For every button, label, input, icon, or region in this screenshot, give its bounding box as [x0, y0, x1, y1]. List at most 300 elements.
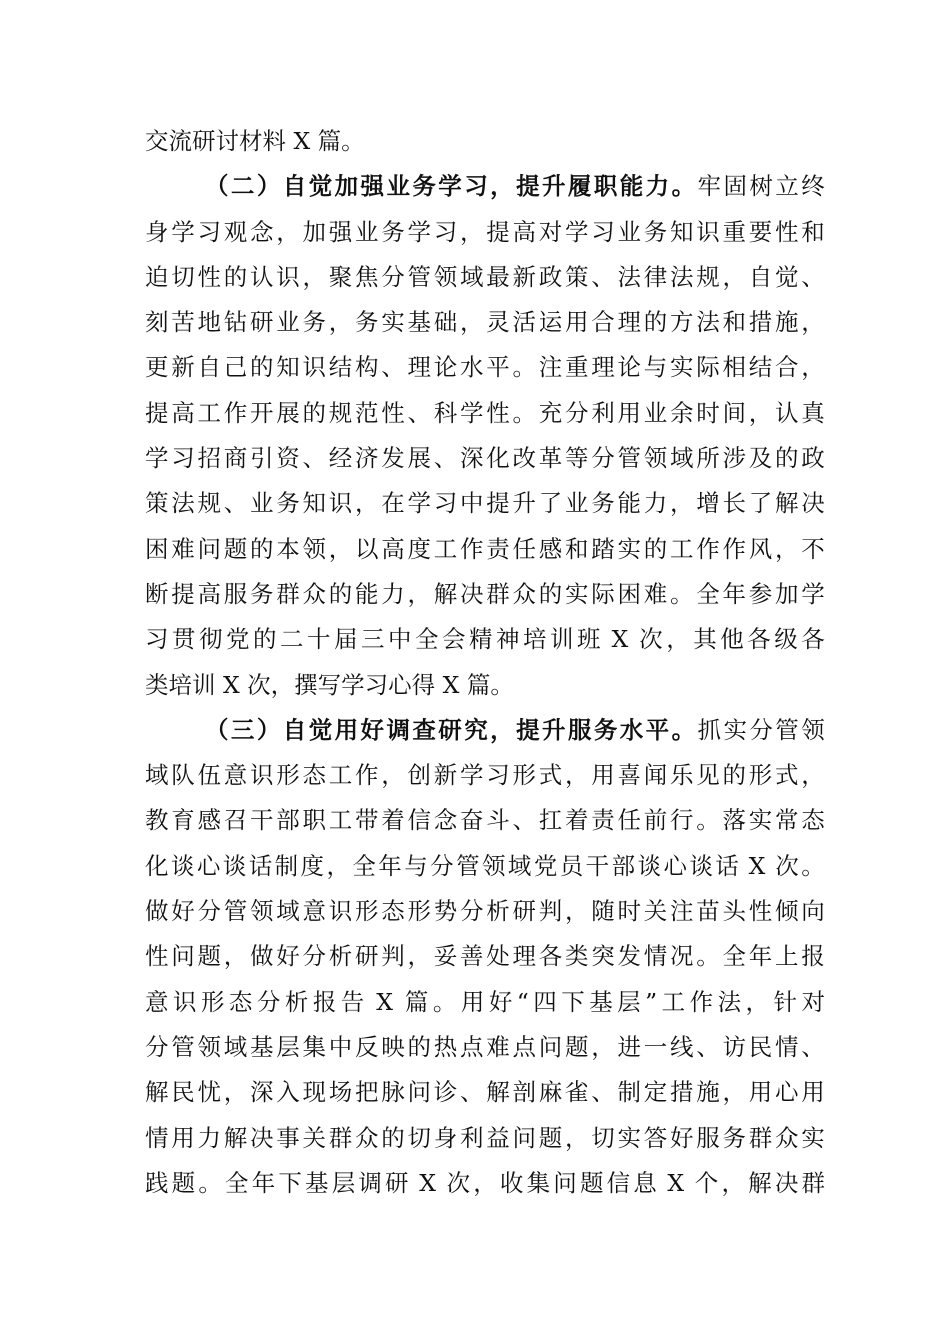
body-char: 、	[433, 444, 458, 473]
heading-char: 升	[541, 172, 566, 201]
heading-char: 提	[516, 715, 540, 744]
body-char: 进	[617, 1032, 641, 1061]
body-char: 措	[670, 1078, 694, 1107]
body-char: 会	[442, 625, 466, 654]
body-char: ，	[748, 398, 773, 427]
body-char: 、	[591, 1078, 615, 1107]
body-char: 年	[378, 851, 402, 880]
body-char: 教	[145, 806, 169, 835]
body-char: 调	[358, 1168, 382, 1197]
body-char: 用	[617, 398, 641, 427]
body-char: 告	[340, 987, 365, 1016]
body-char: 其	[693, 625, 717, 654]
body-char: 务	[276, 489, 300, 518]
body-char: 心	[196, 851, 221, 880]
body-char: 解	[748, 1168, 772, 1197]
paragraph-line	[145, 255, 825, 300]
body-char: 新	[171, 353, 195, 382]
body-char: 况	[670, 942, 694, 971]
body-char: 党	[226, 625, 250, 654]
body-char: 群	[328, 1123, 353, 1152]
body-char: 切	[171, 262, 195, 291]
body-char: 的	[643, 534, 668, 563]
body-char: 下	[561, 987, 585, 1016]
body-char: 式	[538, 761, 563, 790]
body-char: 施	[696, 1078, 720, 1107]
body-char: 高	[512, 217, 536, 246]
body-char: 难	[486, 1032, 510, 1061]
body-char: 分	[591, 444, 615, 473]
body-char: 扛	[538, 806, 563, 835]
body-char: 力	[381, 579, 405, 608]
body-char: 势	[433, 897, 458, 926]
body-char: 见	[696, 761, 720, 790]
body-char: 灵	[486, 308, 510, 337]
body-char: 作	[689, 987, 714, 1016]
body-char: 钻	[223, 308, 248, 337]
body-char: 终	[801, 172, 825, 201]
body-char: 新	[512, 262, 536, 291]
body-char: 贯	[172, 625, 196, 654]
body-char: 策	[565, 262, 589, 291]
body-char: 域	[670, 444, 694, 473]
body-char: 域	[507, 851, 532, 880]
body-char: 喜	[617, 761, 641, 790]
body-char: 以	[355, 534, 379, 563]
body-char: 行	[670, 806, 694, 835]
body-char: 业	[643, 398, 668, 427]
body-char: ，	[722, 1078, 746, 1107]
body-char: 己	[223, 353, 248, 382]
paragraph-line	[145, 210, 825, 255]
body-char: 题	[538, 1123, 563, 1152]
paragraph-line	[145, 980, 825, 1025]
body-char: 群	[276, 579, 300, 608]
body-char: 提	[145, 398, 169, 427]
body-char: 平	[486, 353, 510, 382]
body-char: ，	[328, 534, 353, 563]
body-char: 题	[565, 1032, 589, 1061]
body-char: 切	[591, 1123, 615, 1152]
body-char: 务	[722, 1123, 746, 1152]
body-char: 各	[801, 625, 825, 654]
body-char: 、	[512, 806, 536, 835]
body-char: 态	[801, 806, 825, 835]
body-char: 展	[276, 398, 300, 427]
heading-char: 提	[516, 172, 540, 201]
body-char: 研	[512, 897, 536, 926]
body-char: 。	[512, 353, 536, 382]
body-char: 的	[328, 579, 353, 608]
body-char: 业	[276, 308, 300, 337]
body-char: 届	[334, 625, 358, 654]
body-char: 意	[145, 987, 169, 1016]
body-char: 真	[801, 398, 825, 427]
body-char: 分	[197, 897, 221, 926]
body-char: 服	[223, 579, 248, 608]
body-char: 、	[801, 262, 825, 291]
body-char: 业	[355, 217, 379, 246]
body-char: 话	[248, 851, 273, 880]
body-char: 难	[643, 579, 668, 608]
body-char: ，	[745, 987, 770, 1016]
body-char: 自	[748, 262, 773, 291]
body-char: ，	[666, 625, 690, 654]
heading-char: 觉	[308, 172, 333, 201]
body-char: 的	[722, 761, 746, 790]
body-char: 意	[302, 897, 326, 926]
heading-char: 究	[464, 715, 488, 744]
body-char: 树	[749, 172, 773, 201]
paragraph-line	[145, 934, 825, 979]
body-char: 发	[381, 444, 405, 473]
body-char: 工	[433, 534, 458, 563]
body-char: 利	[460, 1123, 484, 1152]
body-char: ，	[801, 353, 825, 382]
body-char: 全	[352, 851, 376, 880]
body-char: 职	[302, 806, 326, 835]
body-char: 务	[250, 579, 274, 608]
body-char: 员	[559, 851, 584, 880]
body-char: 形	[276, 761, 300, 790]
body-char: 、	[407, 398, 431, 427]
heading-char: 自	[282, 715, 307, 744]
body-char: 施	[775, 308, 799, 337]
body-char: 针	[773, 987, 797, 1016]
body-char: 。	[801, 851, 825, 880]
body-char: 不	[801, 534, 825, 563]
body-char: 困	[617, 579, 641, 608]
body-char: 科	[433, 398, 458, 427]
body-char: 线	[670, 1032, 694, 1061]
body-char: 范	[355, 398, 379, 427]
body-char: 时	[696, 398, 720, 427]
body-char: 域	[460, 262, 484, 291]
body-char: 展	[407, 444, 431, 473]
body-char: 集	[302, 1032, 326, 1061]
body-char: 部	[611, 851, 636, 880]
body-char: 难	[171, 534, 195, 563]
body-char: 决	[250, 1123, 274, 1152]
body-char: 知	[670, 217, 694, 246]
body-char: 分	[381, 262, 405, 291]
body-char: 务	[591, 489, 615, 518]
body-char: 方	[670, 308, 694, 337]
body-char: 反	[355, 1032, 379, 1061]
body-char: 问	[407, 1078, 431, 1107]
body-char: ，	[722, 262, 746, 291]
body-char: 他	[720, 625, 744, 654]
body-char: 性	[197, 262, 221, 291]
body-char: 决	[460, 579, 484, 608]
body-char: 领	[250, 897, 274, 926]
body-char: 结	[328, 353, 353, 382]
body-char: 中	[388, 625, 412, 654]
body-char: 习	[171, 444, 195, 473]
body-char: 的	[407, 1032, 431, 1061]
body-char: 活	[512, 308, 536, 337]
body-char: 好	[670, 1123, 694, 1152]
body-char: 作	[460, 534, 484, 563]
body-char: 班	[577, 625, 601, 654]
body-char: 斗	[486, 806, 510, 835]
paragraph-line	[145, 663, 825, 708]
body-char: 益	[486, 1123, 510, 1152]
heading-char: 职	[593, 172, 618, 201]
heading-char: 调	[386, 715, 410, 744]
body-char: 篇	[397, 987, 429, 1016]
body-char: 。	[512, 398, 536, 427]
body-char: 分	[430, 851, 454, 880]
body-char: 合	[775, 353, 799, 382]
body-char: 规	[328, 398, 353, 427]
body-char: 带	[355, 806, 379, 835]
body-char: 信	[606, 1168, 631, 1197]
paragraph-line	[145, 1025, 825, 1070]
body-char: 剖	[512, 1078, 536, 1107]
body-char: 麻	[538, 1078, 563, 1107]
body-char: 热	[433, 1032, 458, 1061]
body-char: 做	[145, 897, 169, 926]
heading-char: （	[205, 715, 229, 744]
paragraph-line	[145, 481, 825, 526]
body-char: 务	[302, 308, 326, 337]
body-char: 深	[250, 1078, 274, 1107]
body-char: 处	[486, 942, 510, 971]
body-char: 法	[696, 308, 720, 337]
heading-char: 查	[412, 715, 436, 744]
body-char: 类	[565, 942, 589, 971]
body-char: 和	[801, 217, 825, 246]
heading-char: ，	[490, 172, 514, 201]
body-char: 聚	[328, 262, 353, 291]
body-char: 感	[538, 534, 563, 563]
body-char: 对	[538, 217, 563, 246]
body-char: 焦	[355, 262, 379, 291]
body-char: 干	[250, 806, 274, 835]
body-char: 情	[643, 942, 668, 971]
body-char: ”	[645, 987, 658, 1016]
body-char: 长	[722, 489, 746, 518]
body-char: 奋	[460, 806, 484, 835]
body-char: 时	[617, 897, 641, 926]
body-char: 新	[433, 761, 458, 790]
body-char: 。	[696, 942, 720, 971]
body-char: 中	[328, 1032, 353, 1061]
body-char: 集	[526, 1168, 551, 1197]
body-char: 措	[748, 308, 773, 337]
body-char: 管	[407, 262, 431, 291]
body-char: 业	[617, 217, 641, 246]
body-char: 性	[748, 897, 773, 926]
body-char: 改	[512, 444, 536, 473]
body-char: 迫	[145, 262, 169, 291]
body-char: 学	[407, 489, 431, 518]
body-char: 法	[670, 262, 694, 291]
body-char: 脉	[381, 1078, 405, 1107]
body-char: 责	[591, 806, 615, 835]
body-char: 性	[775, 217, 799, 246]
body-char: 与	[643, 353, 668, 382]
body-char: 基	[250, 1032, 274, 1061]
body-char: 工	[328, 761, 353, 790]
heading-char: 服	[567, 715, 592, 744]
body-char: 点	[460, 1032, 484, 1061]
body-char: 识	[276, 262, 300, 291]
body-char: 解	[486, 1078, 510, 1107]
body-char: 领	[481, 851, 506, 880]
body-char: 题	[579, 1168, 604, 1197]
body-char: 念	[433, 806, 458, 835]
body-char: 创	[407, 761, 431, 790]
body-char: 作	[355, 761, 379, 790]
body-char: 训	[550, 625, 574, 654]
body-char: 诊	[433, 1078, 458, 1107]
body-char: ，	[801, 308, 825, 337]
paragraph-line	[145, 1161, 825, 1206]
body-char: 升	[512, 489, 536, 518]
paragraph-line	[145, 527, 825, 572]
body-char: ，	[355, 489, 379, 518]
body-text: 交流研讨材料 X 篇。	[145, 127, 365, 155]
body-char: 闻	[643, 761, 668, 790]
body-char: 育	[171, 806, 195, 835]
body-char: 的	[250, 534, 274, 563]
body-char: 题	[223, 534, 248, 563]
body-char: 规	[696, 262, 720, 291]
body-char: 中	[460, 489, 484, 518]
body-char: 工	[670, 534, 694, 563]
body-char: 余	[670, 398, 694, 427]
paragraph-line	[145, 391, 825, 436]
heading-char: 能	[619, 172, 644, 201]
body-char: 事	[276, 1123, 300, 1152]
body-char: 实	[748, 806, 773, 835]
paragraph-line	[145, 889, 825, 934]
body-char: 发	[617, 942, 641, 971]
document-body	[145, 119, 825, 1206]
body-char: 彻	[199, 625, 223, 654]
body-char: 心	[663, 851, 687, 880]
body-char: 注	[670, 897, 694, 926]
body-char: 理	[591, 353, 615, 382]
body-char: 众	[775, 1123, 799, 1152]
body-char: 把	[355, 1078, 379, 1107]
body-char: 点	[512, 1032, 536, 1061]
body-char: 群	[801, 1168, 825, 1197]
paragraph-line	[145, 708, 825, 753]
body-char: 作	[223, 398, 248, 427]
body-char: 信	[407, 806, 431, 835]
body-char: 用	[565, 308, 589, 337]
body-char: 的	[381, 1123, 405, 1152]
body-char: 研	[355, 942, 379, 971]
body-char: 的	[775, 444, 799, 473]
body-char: 四	[533, 987, 557, 1016]
body-char: X	[604, 625, 629, 654]
paragraph-line	[145, 572, 825, 617]
body-char: 答	[643, 1123, 668, 1152]
body-char: 倾	[775, 897, 799, 926]
body-char: 研	[250, 308, 274, 337]
body-char: 最	[486, 262, 510, 291]
body-char: ，	[302, 262, 326, 291]
body-char: 法	[717, 987, 742, 1016]
body-char: 际	[696, 353, 720, 382]
body-char: 理	[617, 308, 641, 337]
body-char: 学	[460, 761, 484, 790]
body-char: 、	[591, 262, 615, 291]
body-char: 形	[355, 897, 379, 926]
body-char: 务	[355, 308, 379, 337]
body-char: 风	[748, 534, 773, 563]
body-char: 前	[643, 806, 668, 835]
paragraph-line	[145, 617, 825, 662]
body-char: 参	[748, 579, 773, 608]
body-char: 了	[538, 489, 563, 518]
body-char: 领	[302, 534, 326, 563]
body-char: 高	[197, 579, 221, 608]
body-char: 业	[250, 489, 274, 518]
body-char: 群	[486, 579, 510, 608]
heading-char: 学	[438, 172, 462, 201]
body-char: 法	[171, 489, 195, 518]
body-char: 提	[486, 217, 510, 246]
body-char: 切	[407, 1123, 431, 1152]
body-char: 础	[433, 308, 458, 337]
body-char: 析	[284, 987, 309, 1016]
body-char: 全	[225, 1168, 249, 1197]
body-char: 好	[171, 897, 195, 926]
body-char: 式	[775, 761, 799, 790]
body-char: 二	[280, 625, 304, 654]
heading-char: 用	[334, 715, 359, 744]
body-char: 要	[748, 217, 773, 246]
body-char: 解	[433, 579, 458, 608]
paragraph-line	[145, 119, 825, 164]
body-char: 判	[538, 897, 563, 926]
body-char: 务	[381, 217, 405, 246]
body-char: 问	[171, 942, 195, 971]
body-char: 随	[591, 897, 615, 926]
body-char: 革	[538, 444, 563, 473]
heading-char: 。	[671, 172, 696, 201]
body-char: 学	[801, 579, 825, 608]
body-char: 问	[512, 1123, 536, 1152]
body-char: 分	[302, 942, 326, 971]
body-char: 民	[171, 1078, 195, 1107]
body-char: 习	[486, 761, 510, 790]
heading-char: 自	[282, 172, 307, 201]
body-char: 向	[801, 897, 825, 926]
body-char: 习	[433, 217, 458, 246]
body-char: 层	[276, 1032, 300, 1061]
body-char: 学	[407, 217, 431, 246]
body-char: 身	[433, 1123, 458, 1152]
body-char: 间	[722, 398, 746, 427]
body-char: 等	[565, 444, 589, 473]
body-char: 全	[696, 579, 720, 608]
body-char: 结	[748, 353, 773, 382]
body-char: 立	[775, 172, 799, 201]
body-char: 落	[722, 806, 746, 835]
body-char: 部	[276, 806, 300, 835]
heading-char: ）	[256, 172, 281, 201]
paragraph-line	[145, 164, 825, 209]
heading-char: 务	[412, 172, 436, 201]
body-char: 责	[486, 534, 510, 563]
body-char: 性	[486, 398, 510, 427]
